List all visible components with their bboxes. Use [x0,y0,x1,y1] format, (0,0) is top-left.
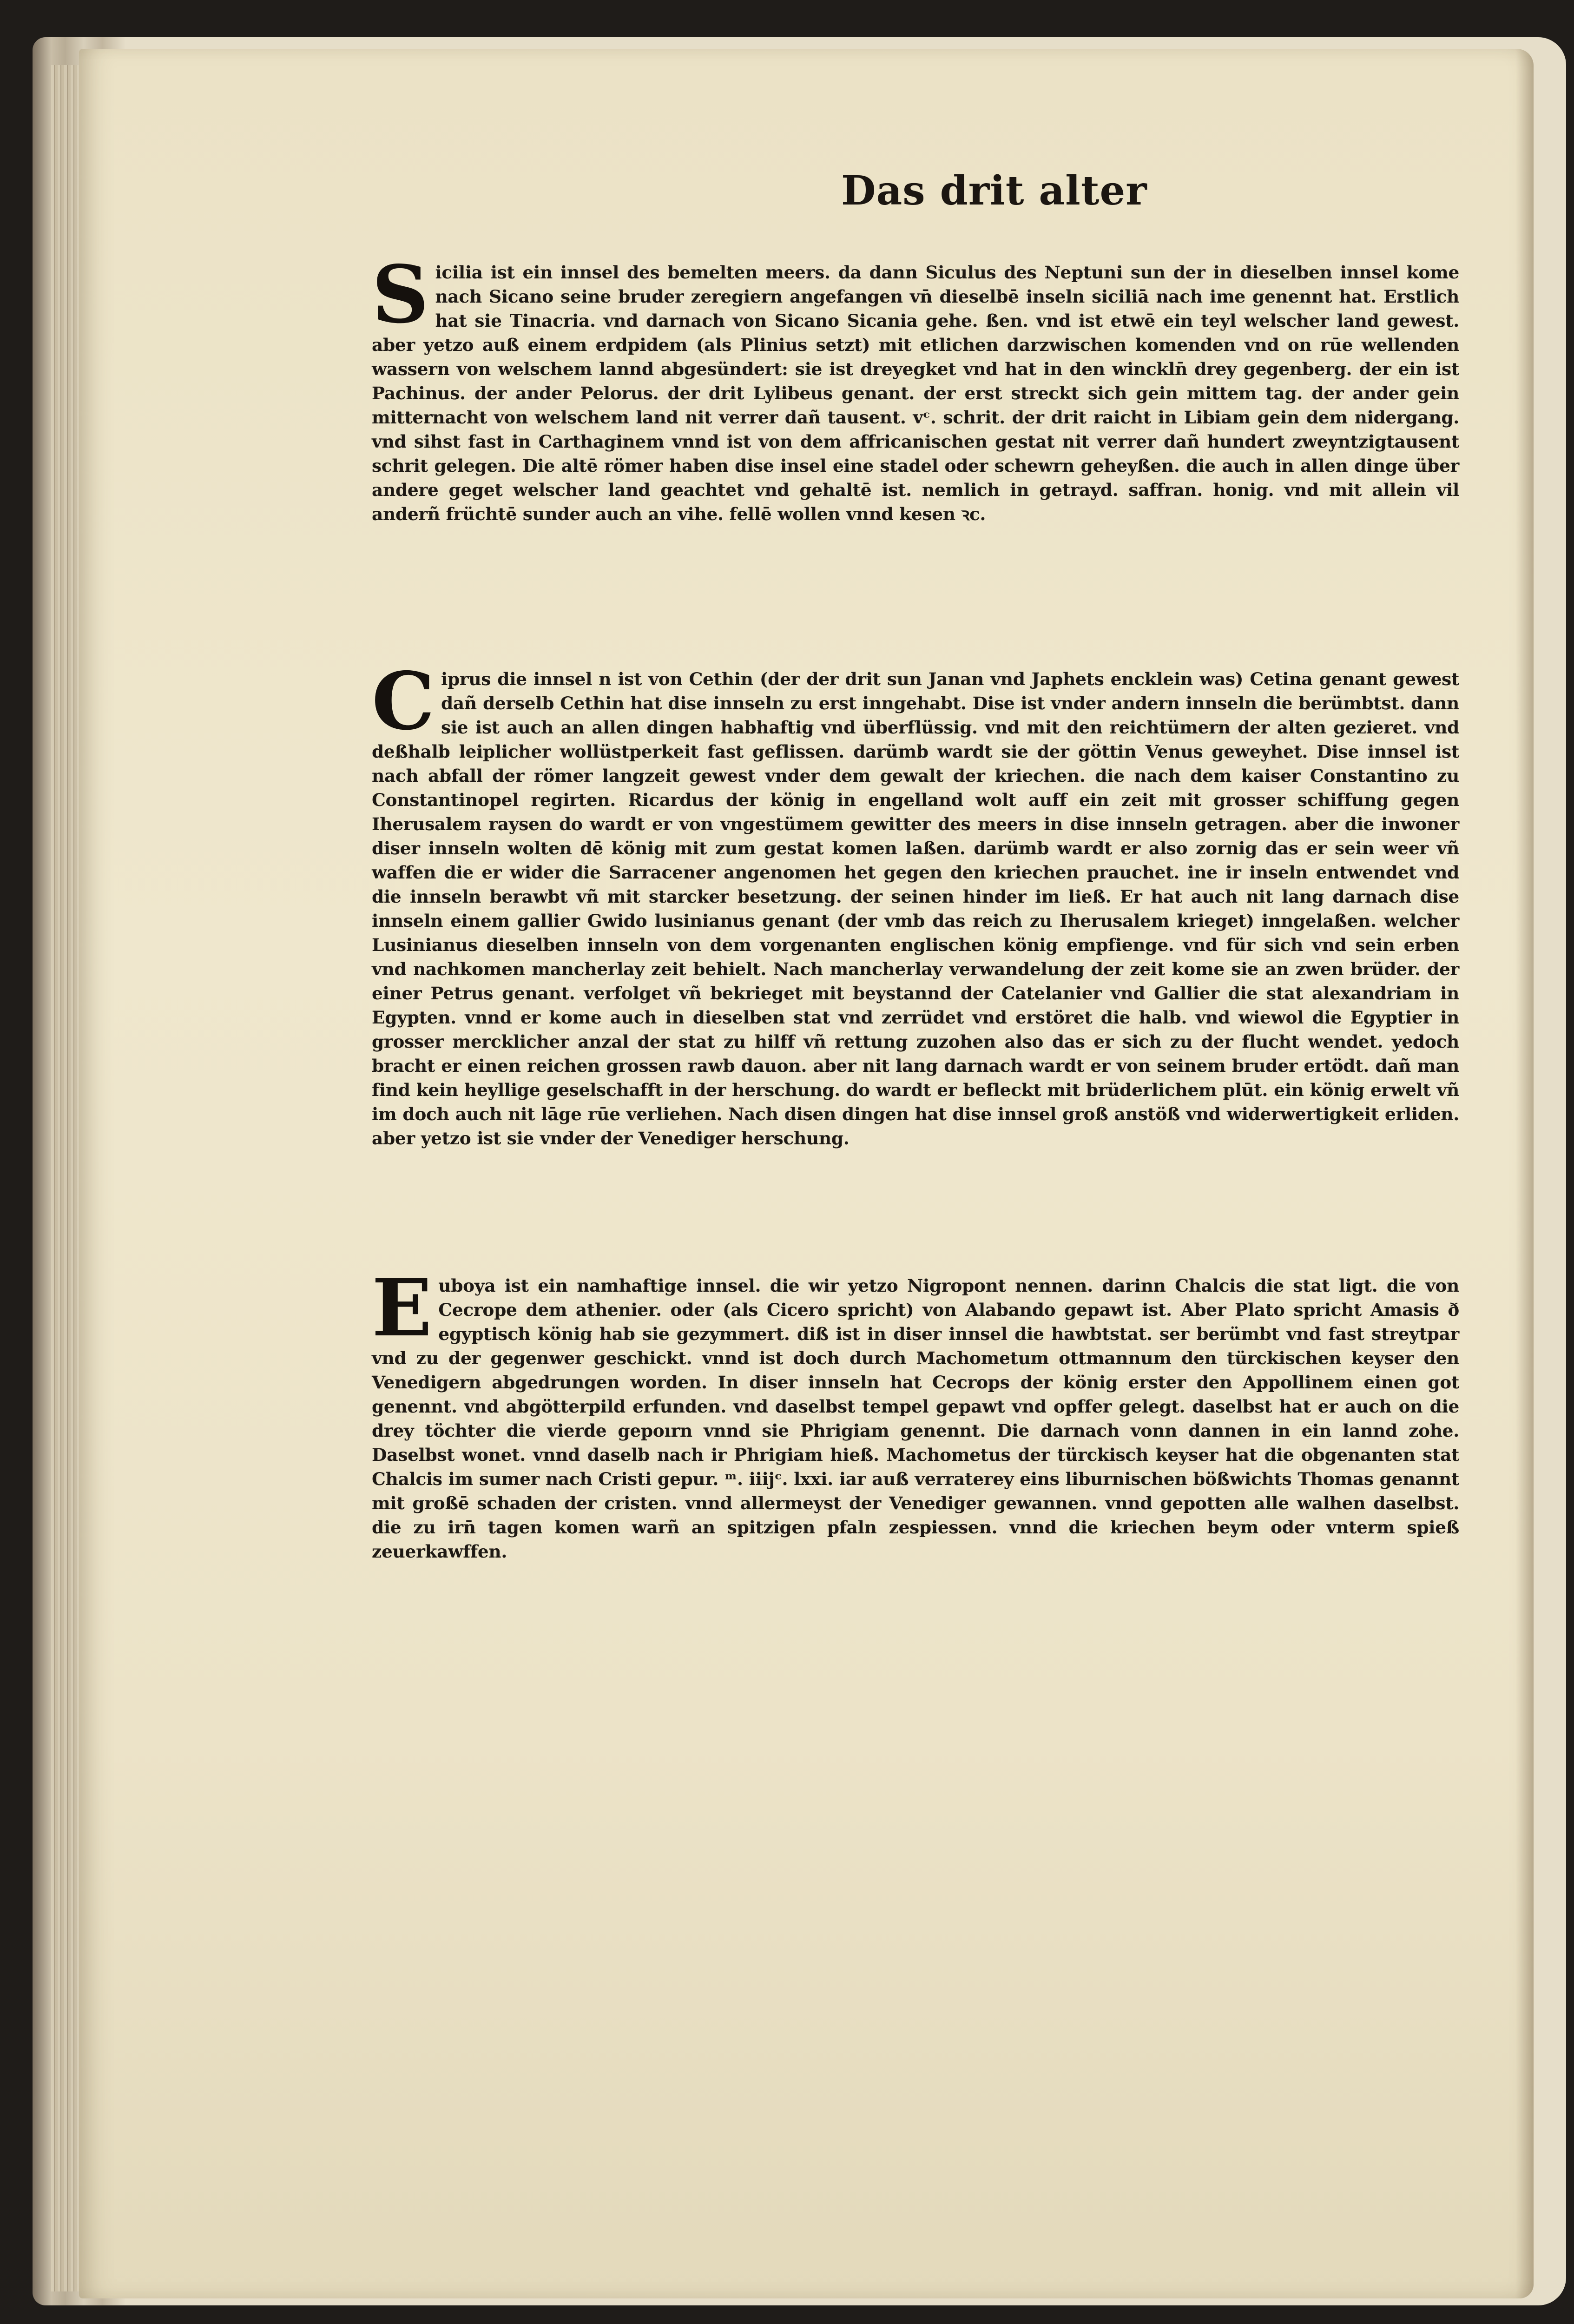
paragraph-sicilia [372,248,1459,526]
paragraph-euboea [372,1261,1459,1564]
page-right-edge [1516,49,1534,2298]
drop-initial: E [372,1261,432,1354]
drop-initial: S [372,248,429,341]
page-edges-left [51,65,79,2291]
running-title: Das drit alter [841,167,1147,214]
drop-initial: C [372,655,435,748]
paragraph-text: uboya ist ein namhaftige innsel. die wir yetzo Nigropont nennen. darinn Chalcis die stat ligt. die von Cecrope dem athenier. oder (als Cicero spricht) von Alabando gepawt ist. Aber Plato spricht Amasis ð egyptisch könig hab sie gezymmert. diß ist in diser innsel die hawbtstat. ser berümbt vnd fast streytpar vnd zu der gegenwer geschickt. vnnd ist doch durch Machometum ottmannum den türckischen keyser den Venedigern abgedrungen worden. In diser innseln hat Cecrops der könig erster den Appollinem einen got genennt. vnd abgötterpild erfunden. vnd daselbst tempel gepawt vnd opffer gelegt. daselbst hat er auch on die drey töchter die vierde gepoırn vnnd sie Phrigiam genennt. Die darnach vonn dannen in ein lannd zohe. Daselbst wonet. vnnd daselb nach ir Phrigiam hieß. Machometus der türckisch keyser hat die obgenanten stat Chalcis im sumer nach Cristi gepur. ᵐ. iiijᶜ. lxxi. iar auß verraterey eins liburnischen bößwichts Thomas genannt mit großē schaden der cristen. vnnd allermeyst der Venediger gewannen. vnnd gepotten alle walhen daselbst. die zu irn̄ tagen komen warñ an spitzigen pfaln zespiessen. vnnd die kriechen beym oder vnterm spieß zeuerkawffen. [372,1275,1459,1562]
paragraph-text: icilia ist ein innsel des bemelten meers. da dann Siculus des Neptuni sun der in dieselben innsel kome nach Sicano seine bruder zeregiern angefangen vn̄ dieselbē inseln siciliā nach ime genennt hat. Erstlich hat sie Tinacria. vnd darnach von Sicano Sicania gehe. ßen. vnd ist etwē ein teyl welscher land gewest. aber yetzo auß einem erdpidem (als Plinius setzt) mit etlichen darzwischen komenden vnd on rūe wellenden wassern von welschem lannd abgesündert: sie ist dreyegket vnd hat in den winckln̄ drey gegenberg. der ein ist Pachinus. der ander Pelorus. der drit Lylibeus genant. der erst streckt sich gein mittem tag. der ander gein mitternacht von welschem land nit verrer dañ tausent. vᶜ. schrit. der drit raicht in Libiam gein dem nidergang. vnd sihst fast in Carthaginem vnnd ist von dem affricanischen gestat nit verrer dañ hundert zweyntzigtausent schrit gelegen. Die altē römer haben dise insel eine stadel oder schewrn geheyßen. die auch in allen dinge über andere geget welscher land geachtet vnd gehaltē ist. nemlich in getrayd. saffran. honig. vnd mit allein vil anderñ früchtē sunder auch an vihe. fellē wollen vnnd kesen ꝛc. [372,262,1459,524]
paragraph-cyprus [372,655,1459,1150]
paragraph-text: iprus die innsel n ist von Cethin (der der drit sun Janan vnd Japhets encklein was) Cetina genant gewest dañ derselb Cethin hat dise innseln zu erst inngehabt. Dise ist vnder andern innseln die berümbtst. dann sie ist auch an allen dingen habhaftig vnd überflüssig. vnd mit den reichtümern der alten gezieret. vnd deßhalb leiplicher wollüstperkeit fast geflissen. darümb wardt sie der göttin Venus geweyhet. Dise innsel ist nach abfall der römer langzeit gewest vnder dem gewalt der kriechen. die nach dem kaiser Constantino zu Constantinopel regirten. Ricardus der könig in engelland wolt auff ein zeit mit grosser schiffung gegen Iherusalem raysen do wardt er von vngestümem gewitter des meers in dise innseln getragen. aber die inwoner diser innseln wolten dē könig mit zum gestat komen laßen. darümb wardt er also zornig das er sein weer vñ waffen die er wider die Sarracener angenomen het gegen den kriechen prauchet. ine ir inseln entwendet vnd die innseln berawbt vñ mit starcker besetzung. der seinen hinder im ließ. Er hat auch nit lang darnach dise innseln einem gallier Gwido lusinianus genant (der vmb das reich zu Iherusalem krieget) inngelaßen. welcher Lusinianus dieselben innseln von dem vorgenanten englischen könig empfienge. vnd für sich vnd sein erben vnd nachkomen mancherlay zeit behielt. Nach mancherlay verwandelung der zeit kome sie an zwen brüder. der einer Petrus genant. verfolget vñ bekrieget mit beystannd der Catelanier vnd Gallier die stat alexandriam in Egypten. vnnd er kome auch in dieselben stat vnd zerrüdet vnd erstöret die halb. vnd wiewol die Egyptier in grosser mercklicher anzal der stat zu hilff vñ rettung zuzohen also das er sich zu der flucht wendet. yedoch bracht er einen reichen grossen rawb dauon. aber nit lang darnach wardt er von seinem bruder ertödt. dañ man find kein heyllige geselschafft in der herschung. do wardt er befleckt mit brüderlichem plūt. ein könig erwelt vñ im doch auch nit lāge rūe verliehen. Nach disen dingen hat dise innsel groß anstöß vnd widerwertigkeit erliden. aber yetzo ist sie vnder der Venediger herschung. [372,669,1459,1149]
